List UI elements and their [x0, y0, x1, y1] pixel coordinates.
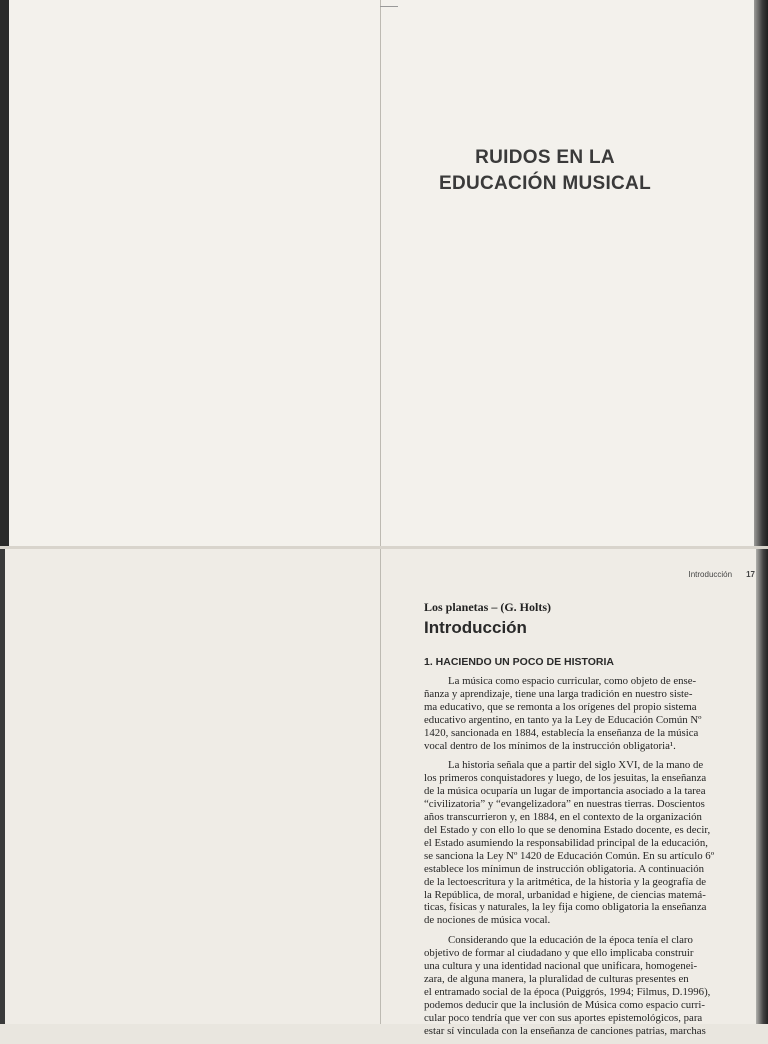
text-line: ticas, físicas y naturales, la ley fija como obligatoria la enseñanza: [424, 901, 707, 914]
body-text: [424, 675, 730, 1044]
body-paragraph: [424, 675, 730, 752]
text-line: La música como espacio curricular, como objeto de ense-: [448, 675, 697, 687]
text-line: ma educativo, que se remonta a los orígenes del propio sistema: [424, 700, 697, 713]
book-gutter-upper: [380, 0, 381, 548]
text-line: de nociones de música vocal.: [424, 914, 551, 927]
text-line: se sanciona la Ley Nº 1420 de Educación Común. En su artículo 6º: [424, 849, 715, 862]
text-line: el Estado asumiendo la responsabilidad principal de la educación,: [424, 836, 708, 849]
right-scan-edge-lower: [756, 548, 768, 1024]
section-title: Introducción: [424, 618, 527, 637]
chapter-title-line-2: EDUCACIÓN MUSICAL: [439, 173, 651, 194]
epigraph: Los planetas – (G. Holts): [424, 600, 552, 614]
text-line: cular poco tendría que ver con sus aportes epistemológicos, para: [424, 1011, 703, 1024]
text-line: Considerando que la educación de la época tenía el claro: [448, 934, 693, 947]
text-line: podemos deducir que la inclusión de Música como espacio curri-: [424, 998, 705, 1011]
text-line: establece los mínimun de instrucción obligatoria. A continuación: [424, 862, 705, 875]
text-line: años transcurrieron y, en 1884, en el contexto de la organización: [424, 811, 702, 824]
text-line: “civilizatoria” y “evangelizadora” en nuestras tierras. Doscientos: [424, 798, 705, 811]
body-paragraph: [424, 759, 730, 927]
text-line: la República, de moral, urbanidad e higiene, de ciencias matemá-: [424, 888, 706, 901]
text-line: ñanza y aprendizaje, tiene una larga tradición en nuestro siste-: [424, 687, 693, 700]
right-scan-edge: [754, 0, 768, 548]
page-seam: [0, 546, 768, 549]
text-line: La historia señala que a partir del siglo XVI, de la mano de: [448, 759, 704, 772]
text-line: de la lectoescritura y la aritmética, de la historia y la geografía de: [424, 875, 707, 888]
page-number: 17: [746, 570, 755, 579]
text-line: 1420, sancionada en 1884, establecía la enseñanza de la música: [424, 726, 699, 739]
book-gutter-lower: [380, 548, 381, 1024]
text-line: educativo argentino, en tanto ya la Ley de Educación Común Nº: [424, 713, 702, 726]
text-line: de la música ocuparía un lugar de importancia asociado a la tarea: [424, 785, 706, 798]
text-line: objetivo de formar al ciudadano y que ello implicaba construir: [424, 947, 694, 960]
text-line: vocal dentro de los mínimos de la instrucción obligatoria¹.: [424, 739, 676, 752]
text-line: zara, de alguna manera, la pluralidad de culturas presentes en: [424, 972, 689, 985]
left-scan-edge: [0, 0, 9, 548]
text-line: del Estado y con ello lo que se denomina Estado docente, es decir,: [424, 823, 711, 836]
text-line: el entramado social de la época (Puiggrós, 1994; Filmus, D.1996),: [424, 985, 711, 998]
left-scan-edge-lower: [0, 548, 5, 1024]
text-line: los primeros conquistadores y luego, de los jesuitas, la enseñanza: [424, 772, 707, 785]
chapter-title-line-1: RUIDOS EN LA: [475, 147, 615, 168]
subsection-title: 1. HACIENDO UN POCO DE HISTORIA: [424, 656, 614, 668]
text-line: estar sí vinculada con la enseñanza de canciones patrias, marchas: [424, 1024, 706, 1037]
chapter-title: [430, 145, 660, 197]
running-head: [560, 570, 755, 579]
running-head-label: Introducción: [688, 570, 733, 579]
text-line: una cultura y una identidad nacional que unificara, homogenei-: [424, 960, 698, 973]
body-paragraph: [424, 934, 730, 1037]
gutter-tick: [380, 6, 398, 7]
